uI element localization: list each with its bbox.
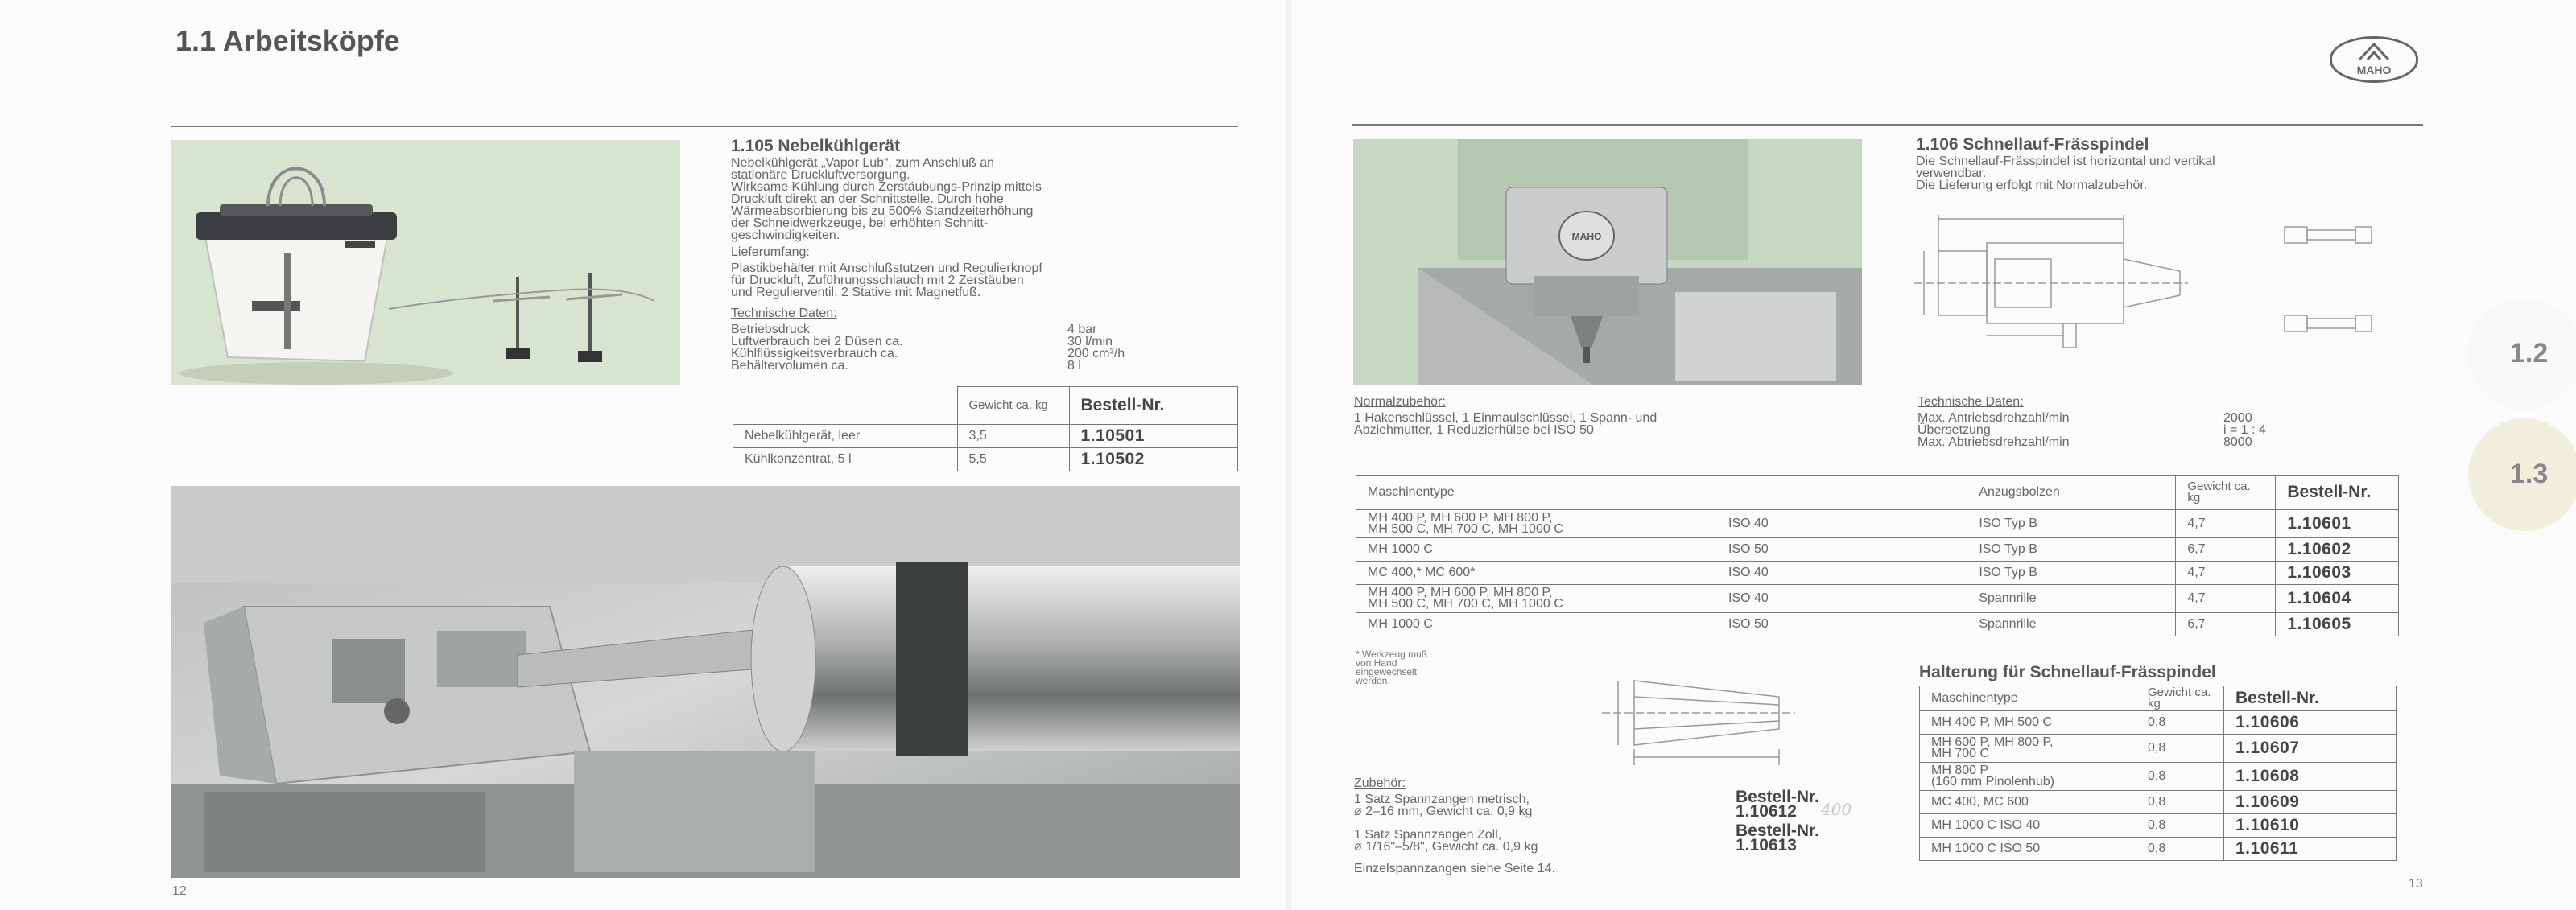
table-row (733, 425, 1238, 448)
table-row (1920, 711, 2397, 735)
tech-specs-right (1918, 412, 2320, 448)
table-cell-weight: 0,8 (2136, 735, 2224, 763)
table-cell-order: 1.10610 (2224, 814, 2397, 838)
machine-line: MH 400 P, MH 600 P, MH 800 P, (1368, 511, 1553, 525)
lathe-machining-photo (171, 486, 1240, 878)
tech-label-right: Technische Daten: (1918, 395, 2024, 409)
table-row (1920, 735, 2397, 763)
table-cell-iso: ISO 40 (1717, 585, 1967, 613)
footnote-line: eingewechselt (1356, 666, 1418, 677)
spec-key: Luftverbrauch bei 2 Düsen ca. (731, 335, 903, 348)
intro-1106 (1916, 155, 2415, 191)
spec-value: i = 1 : 4 (2223, 423, 2266, 437)
zubehoer-line: ø 1/16"–5/8", Gewicht ca. 0,9 kg (1354, 840, 1538, 854)
table-cell-machine (1920, 763, 2136, 791)
spindle-photo (1353, 139, 1862, 385)
intro-line: der Schneidwerkzeuge, bei erhöhten Schnitt- (731, 216, 989, 230)
normalzubehoer-label: Normalzubehör: (1354, 395, 1446, 409)
table-cell-weight: 0,8 (2136, 814, 2224, 838)
spec-key: Übersetzung (1918, 423, 1991, 437)
table-cell-order: 1.10604 (2276, 585, 2399, 613)
table-row (1356, 613, 2399, 636)
table-cell-machine (1920, 735, 2136, 763)
table-row (733, 448, 1238, 471)
table-cell-iso: ISO 40 (1717, 510, 1967, 538)
table-cell-weight: 6,7 (2176, 538, 2276, 562)
machine-line: MH 400 P, MH 600 P, MH 800 P, (1368, 586, 1553, 599)
zubehoer-item (1354, 829, 1692, 853)
zubehoer-item (1354, 793, 1692, 817)
table-cell-order: 1.10605 (2276, 613, 2399, 636)
table-header-empty (733, 387, 958, 425)
top-rule (171, 126, 1238, 127)
table-cell-weight: 4,7 (2176, 585, 2276, 613)
spec-key: Kühlflüssigkeitsverbrauch ca. (731, 347, 898, 360)
handwritten-note: 400 (1821, 800, 1852, 819)
intro-line: geschwindigkeiten. (731, 229, 840, 242)
chapter-tab-label: 1.2 (2510, 338, 2549, 369)
table-row (1356, 562, 2399, 585)
table-header-weight: Gewicht ca. kg (2136, 686, 2224, 711)
table-cell-machine: MH 1000 C ISO 40 (1920, 814, 2136, 838)
table-cell-iso: ISO 50 (1717, 538, 1967, 562)
machine-line: MH 500 C, MH 700 C, MH 1000 C (1368, 522, 1563, 536)
zubehoer-line: ø 2–16 mm, Gewicht ca. 0,9 kg (1354, 805, 1533, 818)
table-cell-weight: 0,8 (2136, 711, 2224, 735)
zubehoer-order (1736, 790, 1819, 819)
spec-row (1918, 436, 2320, 448)
table-cell-order: 1.10611 (2224, 838, 2397, 861)
table-cell-name: Nebelkühlgerät, leer (733, 425, 958, 448)
lieferumfang-line: und Regulierventil, 2 Stative mit Magnetfuß. (731, 286, 981, 299)
table-cell-bolt: Spannrille (1967, 585, 2176, 613)
intro-line: Druckluft direkt an der Schnittstelle. Durch hohe (731, 192, 1004, 206)
table-cell-order: 1.10607 (2224, 735, 2397, 763)
table-row (1920, 763, 2397, 791)
page-spine (1286, 0, 1291, 910)
footnote-line: werden. (1356, 675, 1390, 686)
table-row (1356, 510, 2399, 538)
zubehoer-label: Zubehör: (1354, 776, 1406, 790)
normalzubehoer-line: Abziehmutter, 1 Reduzierhülse bei ISO 50 (1354, 423, 1594, 437)
chapter-tab-1-3[interactable] (2468, 418, 2576, 531)
table-cell-order: 1.10602 (2276, 538, 2399, 562)
table-header-weight: Gewicht ca. kg (2176, 476, 2276, 510)
table-cell-bolt: Spannrille (1967, 613, 2176, 636)
lieferumfang-line: für Druckluft, Zuführungsschlauch mit 2 Zerstäuben (731, 274, 1024, 287)
lieferumfang-label: Lieferumfang: (731, 245, 810, 259)
intro-line: Wärmeabsorbierung bis zu 500% Standzeiterhöhung (731, 204, 1034, 218)
table-row (1356, 585, 2399, 613)
maho-logo-mark-icon (2356, 42, 2392, 61)
table-cell-weight: 4,7 (2176, 510, 2276, 538)
table-header-order: Bestell-Nr. (2224, 686, 2397, 711)
order-number: 1.10613 (1736, 836, 1797, 854)
order-table-1106 (1356, 475, 2399, 636)
table-cell-name: Kühlkonzentrat, 5 l (733, 448, 958, 471)
table-cell-order: 1.10608 (2224, 763, 2397, 791)
table-cell-iso: ISO 40 (1717, 562, 1967, 585)
table-header-machine: Maschinentype (1356, 476, 1967, 510)
table-header-bolt: Anzugsbolzen (1967, 476, 2176, 510)
spec-row (731, 323, 1150, 336)
table-cell-machine (1356, 585, 1718, 613)
normalzubehoer-text (1354, 412, 1869, 436)
table-header-order: Bestell-Nr. (1069, 387, 1238, 425)
table-cell-weight: 6,7 (2176, 613, 2276, 636)
spec-key: Max. Abtriebsdrehzahl/min (1918, 435, 2070, 449)
table-cell-order: 1.10609 (2224, 791, 2397, 814)
spec-value: 8 l (1067, 359, 1081, 373)
normalzubehoer-line: 1 Hakenschlüssel, 1 Einmaulschlüssel, 1 Spann- und (1354, 411, 1657, 425)
table-cell-order: 1.10501 (1069, 425, 1238, 448)
section-title-1106: 1.106 Schnellauf-Frässpindel (1916, 135, 2149, 154)
chapter-tab-1-2[interactable] (2468, 298, 2576, 410)
machine-line: (160 mm Pinolenhub) (1931, 775, 2054, 789)
table-cell-order: 1.10502 (1069, 448, 1238, 471)
machine-line: MH 700 C (1931, 747, 1990, 760)
table-cell-weight: 3,5 (957, 425, 1069, 448)
holder-order-table (1919, 686, 2397, 861)
lieferumfang-line: Plastikbehälter mit Anschlußstutzen und Regulierknopf (731, 261, 1042, 275)
spec-row (731, 360, 1150, 372)
spec-key: Behältervolumen ca. (731, 359, 848, 373)
table-cell-weight: 0,8 (2136, 791, 2224, 814)
tech-specs-left (731, 323, 1150, 372)
table-row (1920, 814, 2397, 838)
intro-line: Wirksame Kühlung durch Zerstäubungs-Prinzip mittels (731, 180, 1042, 194)
einzelspannzangen-note: Einzelspannzangen siehe Seite 14. (1354, 862, 1555, 875)
table-cell-order: 1.10606 (2224, 711, 2397, 735)
page-number-right: 13 (2409, 877, 2423, 891)
table-cell-bolt: ISO Typ B (1967, 562, 2176, 585)
table-cell-bolt: ISO Typ B (1967, 538, 2176, 562)
spec-value: 30 l/min (1067, 335, 1113, 348)
page-number-left: 12 (172, 884, 187, 898)
table-cell-machine: MC 400,* MC 600* (1356, 562, 1718, 585)
order-number: 1.10612 (1736, 802, 1797, 821)
table-header-row (1356, 476, 2399, 510)
table-cell-machine: MH 1000 C (1356, 613, 1718, 636)
table-cell-iso: ISO 50 (1717, 613, 1967, 636)
zubehoer-order (1736, 821, 1819, 854)
spec-key: Betriebsdruck (731, 323, 810, 336)
intro-line: Nebelkühlgerät „Vapor Lub“, zum Anschluß an (731, 156, 994, 170)
table-header-machine: Maschinentype (1920, 686, 2136, 711)
spec-value: 200 cm³/h (1067, 347, 1125, 360)
spec-row (731, 348, 1150, 360)
chapter-tab-label: 1.3 (2510, 459, 2549, 489)
intro-1105 (731, 157, 1246, 241)
spec-row (1918, 412, 2320, 424)
table-cell-weight: 5,5 (957, 448, 1069, 471)
table-cell-bolt: ISO Typ B (1967, 510, 2176, 538)
svg-text:MAHO: MAHO (1571, 231, 1602, 242)
table-cell-order: 1.10603 (2276, 562, 2399, 585)
machine-line: MH 500 C, MH 700 C, MH 1000 C (1368, 597, 1563, 611)
order-label: Bestell-Nr. (1736, 821, 1819, 840)
intro-line: Die Lieferung erfolgt mit Normalzubehör. (1916, 179, 2148, 192)
machine-line: MH 800 P (1931, 764, 1989, 777)
maho-logo-text: MAHO (2356, 64, 2392, 76)
maho-logo (2330, 36, 2418, 83)
table-row (1920, 791, 2397, 814)
table-cell-weight: 4,7 (2176, 562, 2276, 585)
table-cell-machine: MH 1000 C ISO 50 (1920, 838, 2136, 861)
footnote-line: von Hand (1356, 657, 1397, 669)
intro-line: Die Schnellauf-Frässpindel ist horizontal und vertikal (1916, 154, 2215, 168)
tech-label-left: Technische Daten: (731, 307, 837, 320)
order-label: Bestell-Nr. (1736, 788, 1819, 806)
table-cell-machine: MC 400, MC 600 (1920, 791, 2136, 814)
zubehoer-line: 1 Satz Spannzangen metrisch, (1354, 793, 1530, 806)
table-cell-weight: 0,8 (2136, 838, 2224, 861)
footnote (1356, 650, 1427, 686)
spec-row (1918, 424, 2320, 436)
page-title: 1.1 Arbeitsköpfe (175, 24, 400, 57)
lieferumfang-text (731, 262, 1246, 299)
zubehoer-line: 1 Satz Spannzangen Zoll, (1354, 828, 1502, 842)
table-cell-machine: MH 400 P, MH 500 C (1920, 711, 2136, 735)
spec-value: 2000 (2223, 411, 2252, 425)
table-row (1356, 538, 2399, 562)
holder-title: Halterung für Schnellauf-Frässpindel (1919, 663, 2216, 681)
table-cell-weight: 0,8 (2136, 763, 2224, 791)
spec-row (731, 336, 1150, 348)
table-header-row (733, 387, 1238, 425)
table-row (1920, 838, 2397, 861)
spec-value: 4 bar (1067, 323, 1097, 336)
table-cell-machine (1356, 510, 1718, 538)
intro-line: verwendbar. (1916, 167, 1987, 180)
spindle-technical-drawing (1914, 203, 2438, 356)
mist-cooler-photo (171, 140, 680, 385)
collet-technical-drawing (1538, 665, 1876, 769)
table-header-row (1920, 686, 2397, 711)
intro-line: stationäre Druckluftversorgung. (731, 168, 910, 182)
table-cell-machine: MH 1000 C (1356, 538, 1718, 562)
table-cell-order: 1.10601 (2276, 510, 2399, 538)
order-table-1105 (733, 386, 1238, 471)
footnote-line: * Werkzeug muß (1356, 649, 1428, 660)
spec-key: Max. Antriebsdrehzahl/min (1918, 411, 2070, 425)
table-header-weight: Gewicht ca. kg (957, 387, 1069, 425)
machine-line: MH 600 P, MH 800 P, (1931, 735, 2054, 749)
top-rule-right (1352, 124, 2423, 126)
spec-value: 8000 (2223, 435, 2252, 449)
section-title-1105: 1.105 Nebelkühlgerät (731, 137, 901, 155)
table-header-order: Bestell-Nr. (2276, 476, 2399, 510)
